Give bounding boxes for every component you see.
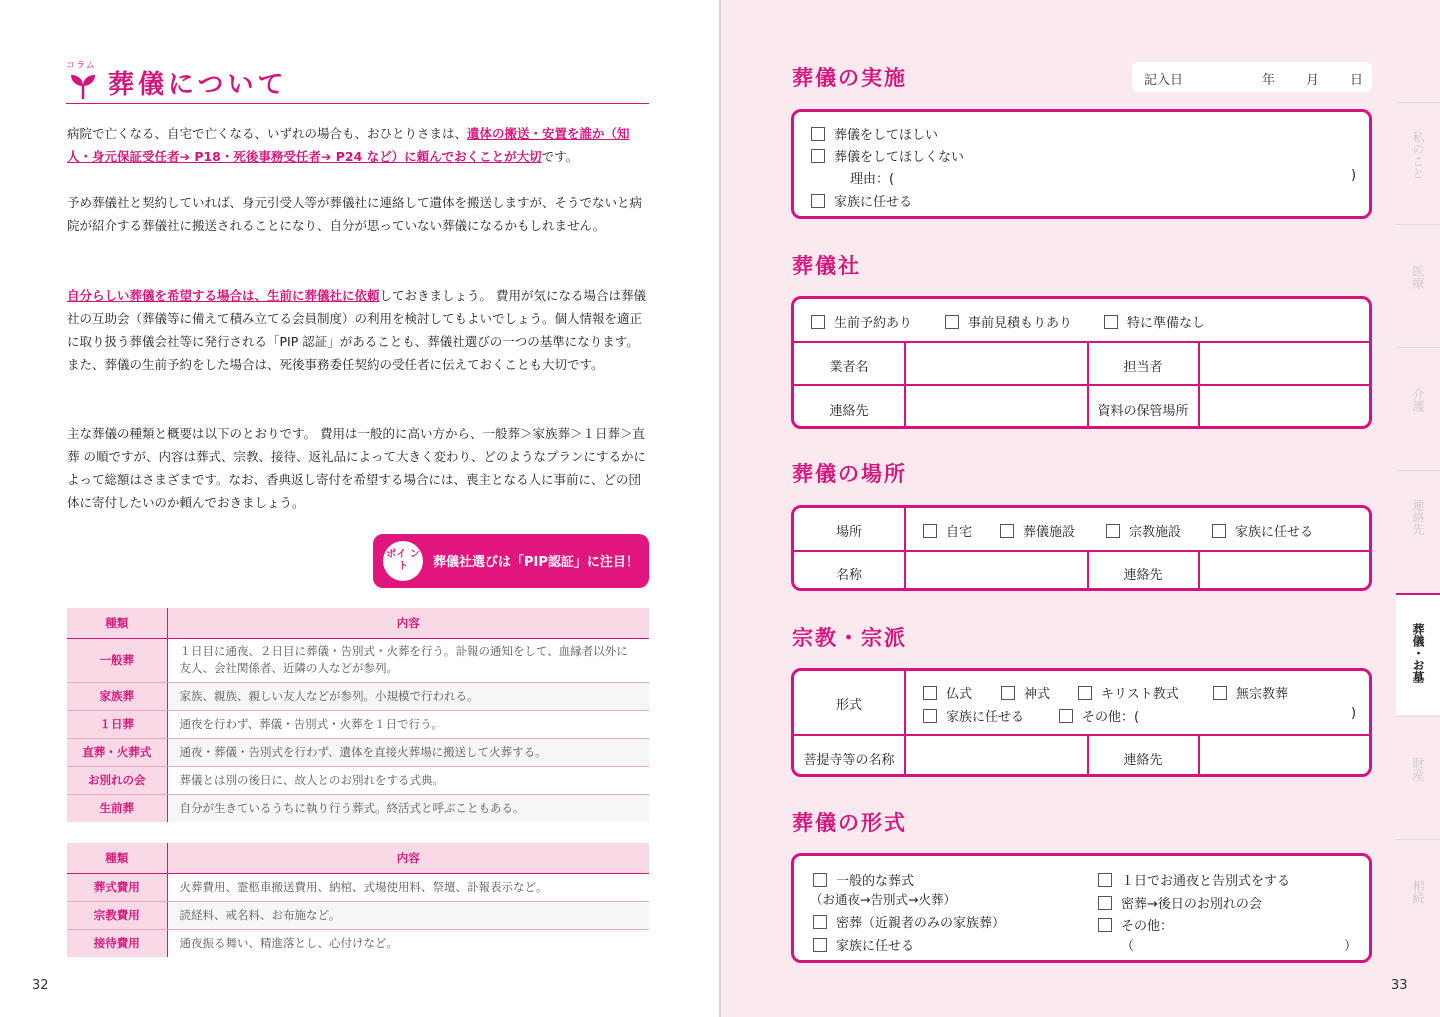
table-header-row — [67, 608, 649, 638]
date-year[interactable]: 年 — [1262, 73, 1276, 88]
religion-box — [791, 668, 1372, 777]
checkbox-christian[interactable]: キリスト教式 — [1078, 683, 1179, 702]
section-title-funeral: 葬儀の実施 — [792, 66, 907, 90]
table-row: 葬式費用 火葬費用、霊柩車搬送費用、納棺、式場使用料、祭壇、訃報表示など。 — [67, 873, 649, 901]
checkbox-no-preparation[interactable]: 特に準備なし — [1104, 312, 1205, 331]
tab-me[interactable]: 私のこと — [1396, 102, 1440, 224]
temple-name-label: 菩提寺等の名称 — [803, 753, 895, 768]
tab-medical[interactable]: 医療 — [1396, 224, 1440, 346]
point-callout — [373, 534, 649, 588]
funeral-place-box — [791, 505, 1372, 591]
paragraph-2: 予め葬儀社と契約していれば、身元引受人等が葬儀社に連絡して遺体を搬送しますが、そうでないと病院が紹介する葬儀社に搬送されることになり、自分が思っていない葬儀になるかもしれません。 — [67, 195, 643, 233]
checkbox-want-funeral[interactable]: 葬儀をしてほしい — [811, 124, 938, 143]
funeral-wish-box — [791, 109, 1372, 219]
funeral-style-box — [791, 853, 1372, 963]
column-title: 葬儀について — [108, 70, 288, 100]
column-header — [66, 56, 649, 104]
other-close: ） — [1344, 939, 1358, 954]
checkbox-family-decides[interactable]: 家族に任せる — [813, 935, 914, 954]
header-type: 種類 — [67, 608, 167, 638]
page-number: 32 — [32, 978, 49, 993]
docs-location-label: 資料の保管場所 — [1097, 404, 1189, 419]
section-title-religion: 宗教・宗派 — [792, 626, 907, 650]
vendor-label: 業者名 — [829, 360, 869, 375]
checkbox-one-day[interactable]: １日でお通夜と告別式をする — [1098, 870, 1290, 889]
page-number: 33 — [1391, 978, 1408, 993]
contact-label: 連絡先 — [1123, 753, 1163, 768]
other-open: （ — [1121, 939, 1135, 954]
checkbox-general-funeral[interactable]: 一般的な葬式 — [813, 870, 914, 889]
tab-funeral-grave[interactable]: 葬儀・お墓 — [1396, 593, 1440, 715]
paragraph-1: 病院で亡くなる、自宅で亡くなる、いずれの場合も、おひとりさまは、遺体の搬送・安置を誰か（知人・身元保証受任者➔ P18・死後事務受任者➔ P24 など）に頼んでおくことが大切です。 — [67, 126, 630, 164]
checkbox-family-decides[interactable]: 家族に任せる — [923, 706, 1024, 725]
checkbox-home[interactable]: 自宅 — [923, 521, 972, 540]
funeral-types-table — [67, 608, 649, 822]
tab-inheritance[interactable]: 相続 — [1396, 839, 1440, 961]
funeral-company-box — [791, 296, 1372, 429]
section-title-funeral-company: 葬儀社 — [792, 254, 861, 278]
point-text: 葬儀社選びは「PIP認証」に注目！ — [433, 555, 639, 570]
table-row: 直葬・火葬式 通夜・葬儀・告別式を行わず、遺体を直接火葬場に搬送して火葬する。 — [67, 738, 649, 766]
checkbox-other[interactable]: その他：( — [1059, 706, 1139, 725]
checkbox-estimate[interactable]: 事前見積もりあり — [945, 312, 1072, 331]
checkbox-other[interactable]: その他： — [1098, 915, 1173, 934]
checkbox-religious-facility[interactable]: 宗教施設 — [1106, 521, 1181, 540]
section-title-funeral-place: 葬儀の場所 — [792, 462, 907, 486]
checkbox-shinto[interactable]: 神式 — [1001, 683, 1050, 702]
left-page — [0, 0, 719, 1017]
contact-label: 連絡先 — [1123, 568, 1163, 583]
table-row: 一般葬 １日目に通夜、２日目に葬儀・告別式・火葬を行う。訃報の通知をして、血縁者以外に友人、会社関係者、近隣の人などが参列。 — [67, 638, 649, 682]
date-label: 記入日 — [1144, 73, 1184, 88]
table-row: 宗教費用 読経料、戒名料、お布施など。 — [67, 901, 649, 929]
funeral-costs-table — [67, 843, 649, 957]
date-month[interactable]: 月 — [1306, 73, 1320, 88]
checkbox-no-funeral[interactable]: 葬儀をしてほしくない — [811, 146, 964, 165]
header-type: 種類 — [67, 843, 167, 873]
entry-date-box — [1132, 62, 1372, 92]
tab-care[interactable]: 介護 — [1396, 347, 1440, 469]
header-content: 内容 — [167, 843, 649, 873]
checkbox-funeral-hall[interactable]: 葬儀施設 — [1000, 521, 1075, 540]
table-row: 家族葬 家族、親族、親しい友人などが参列。小規模で行われる。 — [67, 682, 649, 710]
table-row: 接待費用 通夜振る舞い、精進落とし、心付けなど。 — [67, 929, 649, 957]
checkbox-private-funeral[interactable]: 密葬（近親者のみの家族葬） — [813, 912, 1005, 931]
name-label: 名称 — [835, 568, 862, 583]
point-badge: ポイ ント — [383, 541, 423, 581]
place-label: 場所 — [835, 525, 862, 540]
date-day[interactable]: 日 — [1350, 73, 1364, 88]
header-content: 内容 — [167, 608, 649, 638]
paragraph-3: 自分らしい葬儀を希望する場合は、生前に葬儀社に依頼しておきましょう。 費用が気になる場合は葬儀社の互助会（葬儀等に備えて積み立てる会員制度）の利用を検討してもよいでしょう。個人情報を適正に取り扱う葬儀会社等に発行される「PIP 認証」があることも、葬儀社選びの一つの基準になります。また、葬儀の生前予約をした場合は、死後事務委任契約の受任者に伝えておくことも大切です。 — [67, 288, 646, 372]
general-funeral-note: （お通夜→告別式→火葬） — [810, 892, 956, 907]
table-row: お別れの会 葬儀とは別の後日に、故人とのお別れをする式典。 — [67, 766, 649, 794]
sprout-icon — [70, 71, 96, 101]
reason-close: ) — [1351, 168, 1357, 183]
contact-label: 連絡先 — [829, 404, 869, 419]
tab-assets[interactable]: 財産 — [1396, 716, 1440, 838]
section-title-funeral-style: 葬儀の形式 — [792, 811, 907, 835]
person-label: 担当者 — [1123, 360, 1163, 375]
table-row: １日葬 通夜を行わず、葬儀・告別式・火葬を１日で行う。 — [67, 710, 649, 738]
checkbox-pre-booked[interactable]: 生前予約あり — [811, 312, 912, 331]
table-row: 生前葬 自分が生きているうちに執り行う葬式。終活式と呼ぶこともある。 — [67, 794, 649, 822]
reason-label: 理由：( — [850, 172, 895, 187]
checkbox-non-religious[interactable]: 無宗教葬 — [1213, 683, 1288, 702]
checkbox-family-decides[interactable]: 家族に任せる — [1212, 521, 1313, 540]
tab-contacts[interactable]: 連絡先 — [1396, 470, 1440, 592]
checkbox-private-then-farewell[interactable]: 密葬→後日のお別れの会 — [1098, 893, 1262, 912]
form-label: 形式 — [835, 698, 862, 713]
checkbox-family-decides[interactable]: 家族に任せる — [811, 191, 912, 210]
table-header-row — [67, 843, 649, 873]
column-tag: コラム — [66, 61, 96, 71]
other-close: ) — [1351, 706, 1357, 721]
checkbox-buddhist[interactable]: 仏式 — [923, 683, 972, 702]
paragraph-4: 主な葬儀の種類と概要は以下のとおりです。 費用は一般的に高い方から、一般葬＞家族葬＞１日葬＞直葬 の順ですが、内容は葬式、宗教、接待、返礼品によって大きく変わり、どのようなプランにするかによって総額はさまざまです。なお、香典返し寄付を希望する場合には、喪主となる人に事前に、どの団体に寄付したいのか頼んでおきましょう。 — [67, 426, 646, 510]
